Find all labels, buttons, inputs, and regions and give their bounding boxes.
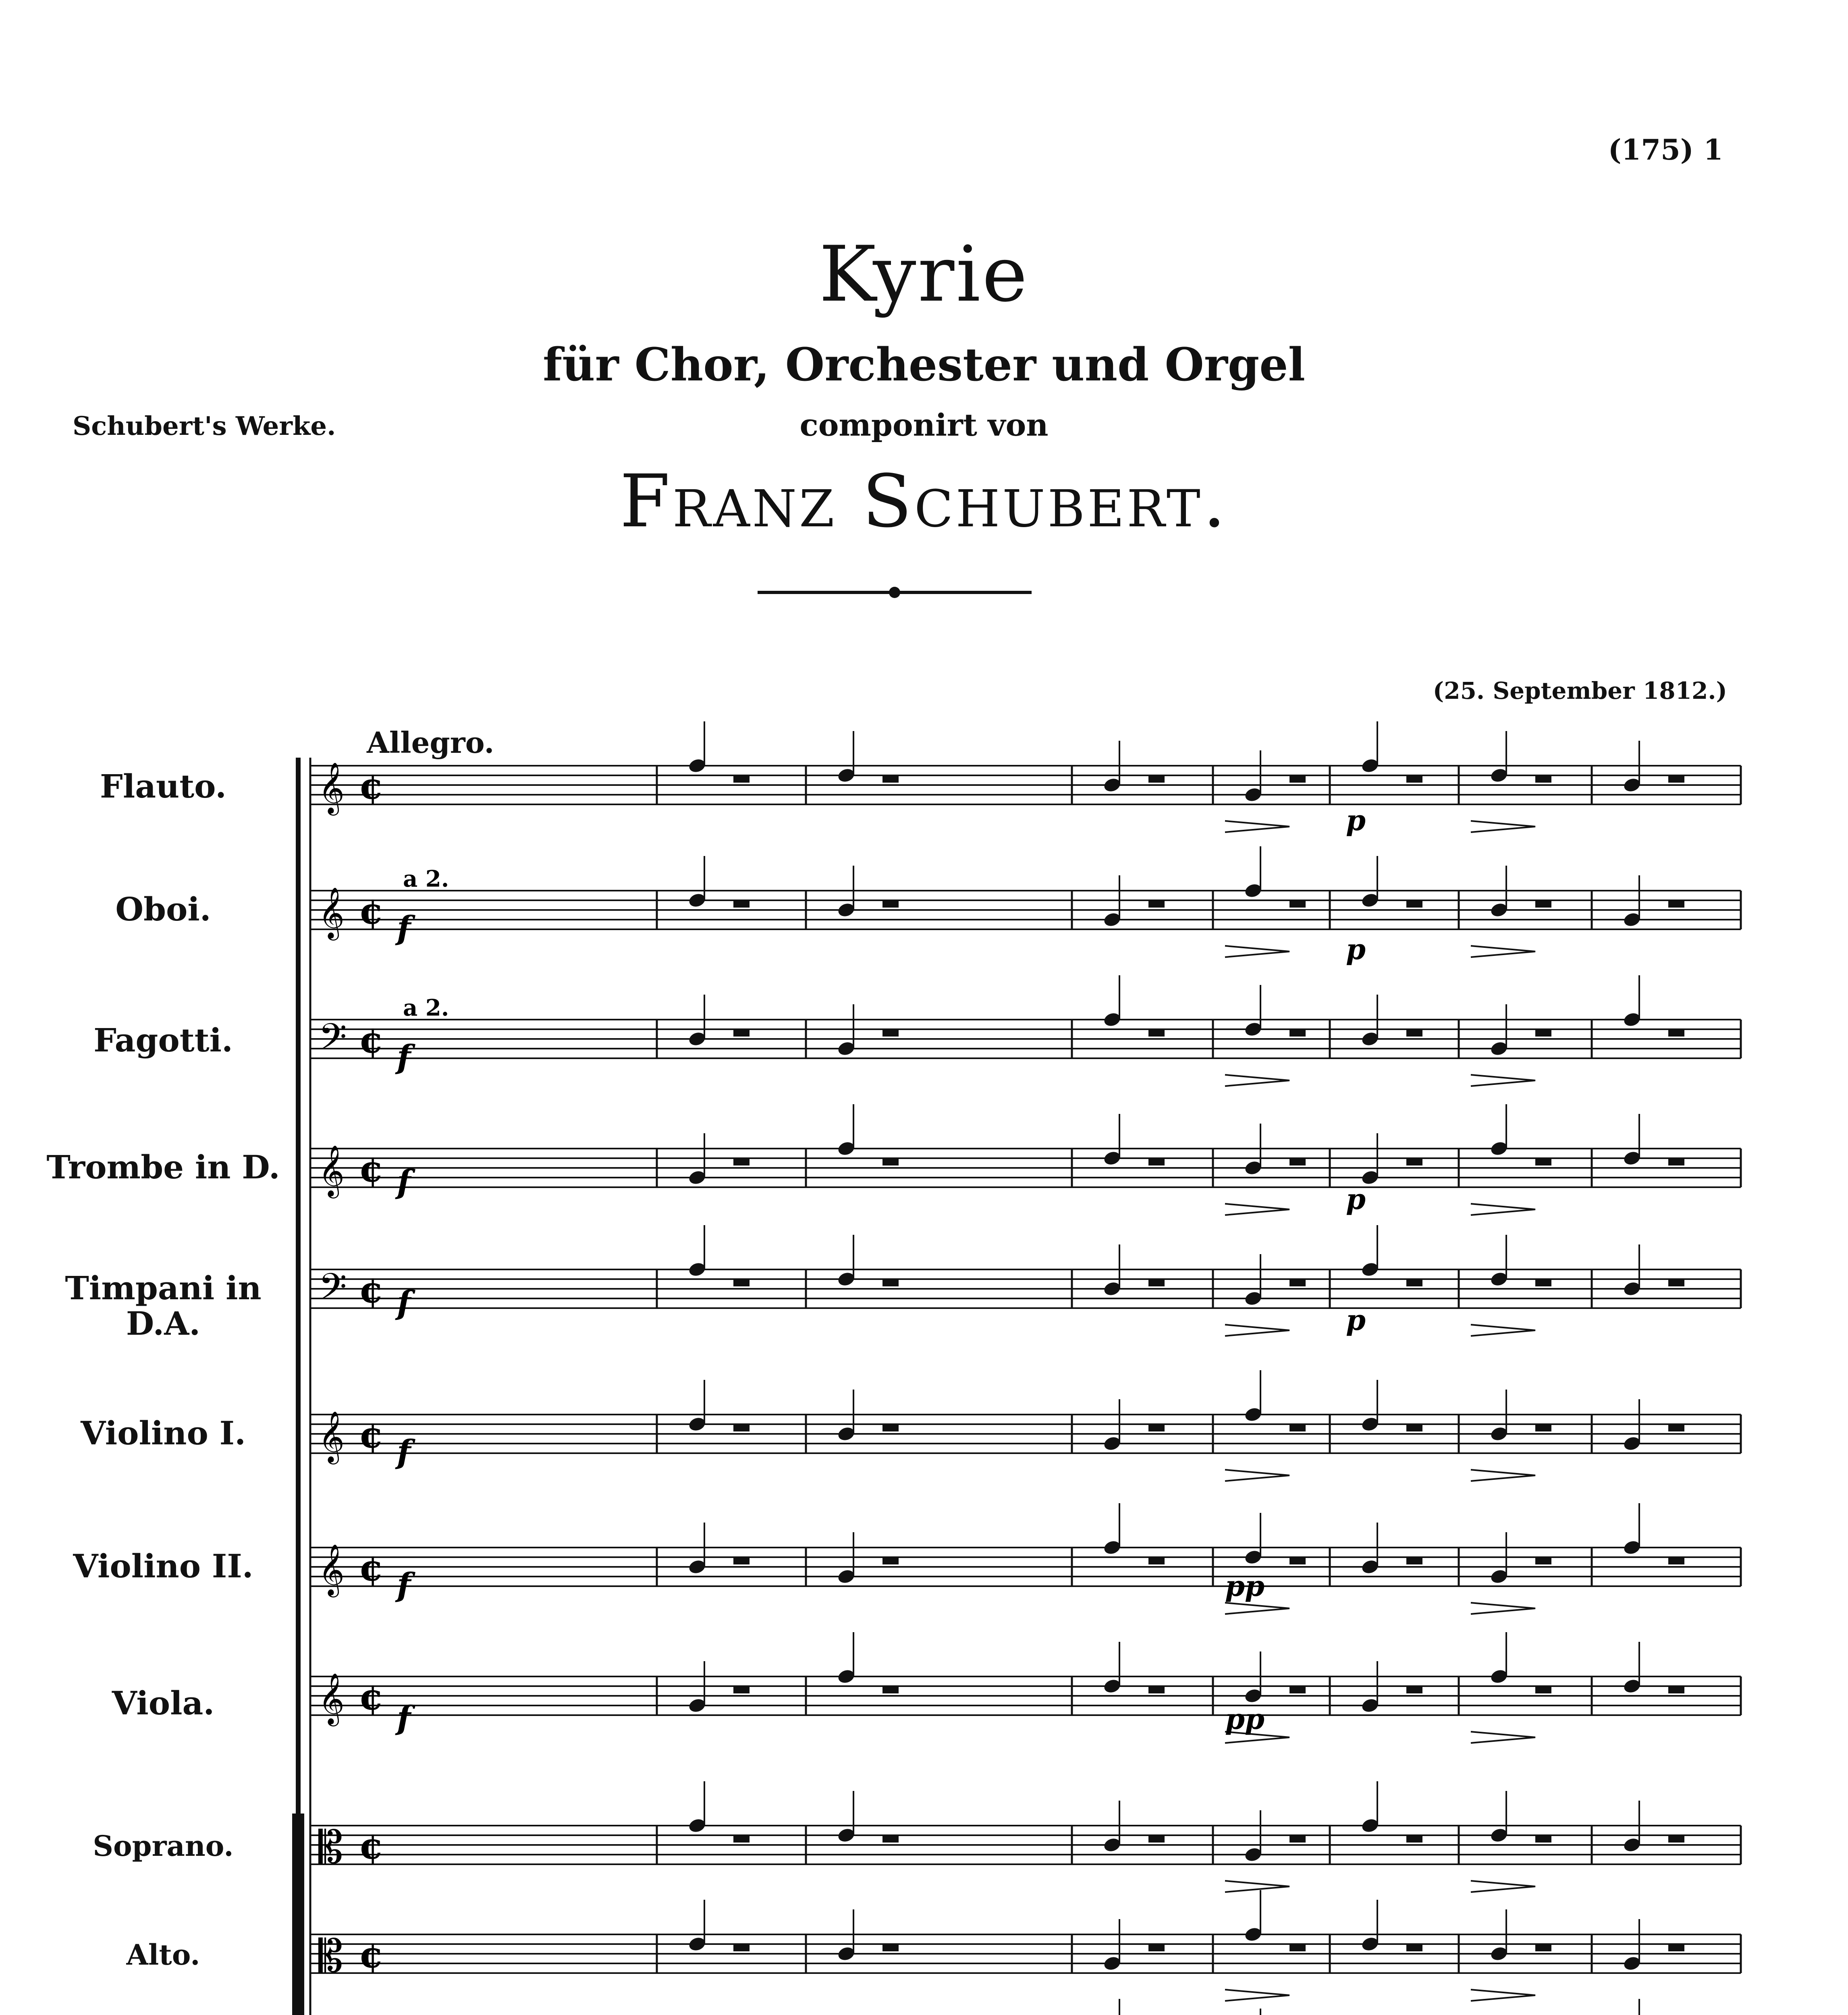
decrescendo-hairpin [1225,1990,1289,2001]
staff-label: Alto. [126,1938,200,1971]
staff-label: Fagotti. [93,1021,233,1059]
rest-icon [882,775,899,783]
rest-icon [1668,1557,1684,1564]
rest-icon [1148,1835,1165,1843]
series-label: Schubert's Werke. [73,411,336,441]
decrescendo-hairpin [1225,1881,1289,1892]
time-signature-icon: ¢ [359,1934,384,1976]
rest-icon [1406,1835,1422,1843]
rest-icon [1535,1424,1551,1431]
clef-icon: 𝄞 [318,1672,345,1724]
rest-icon [1668,1029,1684,1037]
rest-icon [1406,1686,1422,1693]
rest-icon [733,775,750,783]
rest-icon [1535,900,1551,908]
rest-icon [1289,1158,1306,1165]
rest-icon [1406,1424,1422,1431]
rest-icon [1535,1557,1551,1564]
rest-icon [1535,1279,1551,1286]
rest-icon [1289,900,1306,908]
decrescendo-hairpin [1225,946,1289,957]
clef-icon: 𝄞 [318,1410,345,1462]
staff-label: Trombe in D. [46,1148,280,1186]
rest-icon [882,1944,899,1951]
dynamic-piano: p [1346,933,1366,966]
dynamic-forte: f [397,1566,411,1604]
tempo-marking-top: Allegro. [367,725,494,760]
dynamic-forte: f [397,1284,411,1321]
rest-icon [1148,1557,1165,1564]
decrescendo-hairpin [1471,1603,1535,1614]
decrescendo-hairpin [1471,1881,1535,1892]
rest-icon [1148,1029,1165,1037]
decrescendo-hairpin [1225,1325,1289,1336]
dynamic-piano: p [1346,1182,1366,1216]
a2-marking: a 2. [403,866,449,892]
decrescendo-hairpin [1471,1732,1535,1743]
decrescendo-hairpin [1471,1990,1535,2001]
subtitle: für Chor, Orchester und Orgel [542,339,1306,391]
decrescendo-hairpin [1225,1603,1289,1614]
rest-icon [733,1944,750,1951]
clef-icon: 𝄡 [318,1822,343,1873]
clef-icon: 𝄞 [318,762,345,813]
clef-icon: 𝄞 [318,887,345,938]
rest-icon [1406,1029,1422,1037]
rest-icon [1289,1029,1306,1037]
dynamic-piano: p [1346,1303,1366,1337]
time-signature-icon: ¢ [359,1547,384,1589]
clef-icon: 𝄞 [318,1543,345,1595]
rest-icon [882,1279,899,1286]
rest-icon [1406,900,1422,908]
time-signature-icon: ¢ [359,890,384,933]
rest-icon [1148,1424,1165,1431]
rest-icon [1535,775,1551,783]
rest-icon [882,1158,899,1165]
rest-icon [882,1029,899,1037]
rest-icon [1668,900,1684,908]
clef-icon: 𝄢 [318,1016,347,1067]
staff-label: Viola. [112,1684,215,1722]
composed-by: componirt von [799,407,1049,443]
rest-icon [1148,1686,1165,1693]
rest-icon [1535,1686,1551,1693]
rest-icon [1668,1279,1684,1286]
staff-label: Timpani in D.A. [65,1269,262,1342]
rest-icon [733,1835,750,1843]
decrescendo-hairpin [1471,1075,1535,1086]
dynamic-piano: p [1346,804,1366,837]
dynamic-forte: f [397,1433,411,1471]
clef-icon: 𝄞 [318,1145,345,1196]
clef-icon: 𝄡 [318,1930,343,1982]
rest-icon [733,900,750,908]
rest-icon [1668,1686,1684,1693]
rest-icon [882,1835,899,1843]
time-signature-icon: ¢ [359,1269,384,1311]
rest-icon [882,1424,899,1431]
decrescendo-hairpin [1225,821,1289,832]
composer-name: Franz Schubert. [619,459,1229,544]
rest-icon [733,1158,750,1165]
rest-icon [1668,775,1684,783]
rest-icon [1148,1279,1165,1286]
decrescendo-hairpin [1471,1470,1535,1481]
decrescendo-hairpin [1471,1204,1535,1215]
rest-icon [1668,1835,1684,1843]
rest-icon [1289,1835,1306,1843]
rest-icon [1668,1158,1684,1165]
dynamic-forte: f [397,1699,411,1737]
decrescendo-hairpin [1471,946,1535,957]
dynamic-forte: f [397,1038,411,1076]
clef-icon: 𝄢 [318,1265,347,1317]
a2-marking: a 2. [403,995,449,1021]
staff-label: Violino II. [73,1547,253,1585]
rest-icon [1535,1835,1551,1843]
decrescendo-hairpin [1471,821,1535,832]
rest-icon [882,1686,899,1693]
page-number: (175) 1 [1608,133,1723,166]
time-signature-icon: ¢ [359,1825,384,1868]
rest-icon [733,1686,750,1693]
rest-icon [1535,1029,1551,1037]
rest-icon [733,1029,750,1037]
rest-icon [1148,775,1165,783]
rest-icon [1668,1944,1684,1951]
rest-icon [1148,1158,1165,1165]
rest-icon [882,900,899,908]
time-signature-icon: ¢ [359,1148,384,1190]
page-title: Kyrie [819,230,1029,319]
rest-icon [1148,900,1165,908]
rest-icon [1289,775,1306,783]
rest-icon [1289,1557,1306,1564]
decrescendo-hairpin [1225,1075,1289,1086]
rest-icon [733,1557,750,1564]
rest-icon [1406,1944,1422,1951]
rest-icon [1406,1279,1422,1286]
rest-icon [1289,1944,1306,1951]
dynamic-pianissimo: pp [1225,1569,1265,1603]
dynamic-forte: f [397,909,411,947]
staff-label: Violino I. [81,1414,246,1452]
rest-icon [1289,1424,1306,1431]
staff-label: Oboi. [115,890,211,928]
rest-icon [1406,1158,1422,1165]
time-signature-icon: ¢ [359,765,384,808]
rest-icon [882,1557,899,1564]
time-signature-icon: ¢ [359,1019,384,1062]
staff-label: Soprano. [93,1829,234,1863]
decrescendo-hairpin [1225,1204,1289,1215]
dynamic-forte: f [397,1163,411,1201]
composition-date: (25. September 1812.) [1433,677,1727,704]
staff-label: Flauto. [100,767,226,805]
rest-icon [1406,775,1422,783]
rest-icon [1289,1279,1306,1286]
rest-icon [1668,1424,1684,1431]
rest-icon [1148,1944,1165,1951]
decrescendo-hairpin [1471,1325,1535,1336]
rest-icon [1535,1944,1551,1951]
time-signature-icon: ¢ [359,1676,384,1718]
rest-icon [1535,1158,1551,1165]
rest-icon [733,1279,750,1286]
rest-icon [1289,1686,1306,1693]
rest-icon [733,1424,750,1431]
dynamic-pianissimo: pp [1225,1702,1265,1736]
rest-icon [1406,1557,1422,1564]
decrescendo-hairpin [1225,1470,1289,1481]
divider-ornament [889,587,900,598]
time-signature-icon: ¢ [359,1414,384,1456]
